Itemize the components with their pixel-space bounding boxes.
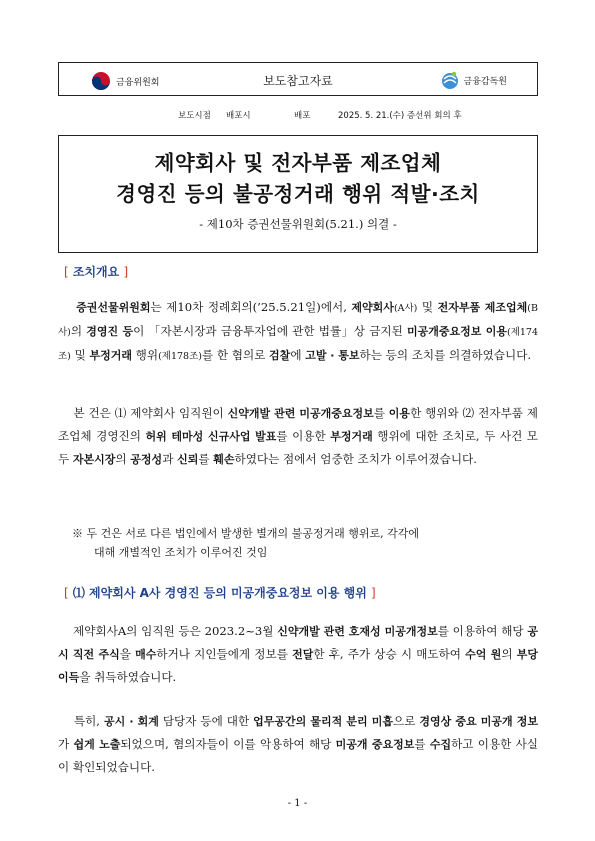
left-org-name: 금융위원회: [116, 77, 160, 88]
section-label: ⑴ 제약회사 A사 경영진 등의 미공개중요정보 이용 행위: [72, 586, 367, 600]
right-org-name: 금융감독원: [463, 76, 507, 87]
note-line-2: 대해 개별적인 조치가 이루어진 것임: [94, 546, 268, 559]
note-line-1: ※ 두 건은 서로 다른 법인에서 발생한 별개의 불공정거래 행위로, 각각에: [72, 527, 419, 540]
section-heading-summary: [ 조치개요 ]: [64, 265, 129, 279]
summary-paragraph-2: 본 건은 ⑴ 제약회사 임직원이 신약개발 관련 미공개중요정보를 이용한 행위와 ⑵ 전자부품 제조업체 경영진의 허위 테마성 신규사업 발표를 이용한 부정거래 행위에 대한 조치로, 두 사건 모두 자본시장의 공정성과 신뢰를 훼손하였다는 점에서 엄중한 조치가 이루어졌습니다.: [58, 406, 539, 466]
distribution-value: 2025. 5. 21.(수) 증선위 회의 후: [338, 111, 462, 121]
summary-paragraph-1: 증권선물위원회는 제10차 정례회의(’25.5.21일)에서, 제약회사(A사) 및 전자부품 제조업체(B사)의 경영진 등이 「자본시장과 금융투자업에 관한 법률」상 금지된 미공개중요정보 이용(제174조) 및 부정거래 행위(제178조)를 한 혐의로 검찰에 고발 · 통보하는 등의 조치를 의결하였습니다.: [58, 300, 539, 362]
release-meta: [178, 109, 555, 121]
press-header: [58, 62, 538, 96]
fss-logo: [440, 69, 507, 91]
headline-box: [58, 135, 538, 253]
headline-line-2: 경영진 등의 불공정거래 행위 적발·조치: [116, 182, 480, 206]
release-time-value: 배포시: [226, 111, 251, 121]
page-number: - 1 -: [287, 798, 308, 809]
headline-subtitle: - 제10차 증권선물위원회(5.21.) 의결 -: [199, 217, 397, 231]
section-heading-case-1: [ ⑴ 제약회사 A사 경영진 등의 미공개중요정보 이용 행위 ]: [64, 586, 376, 600]
case-1-paragraph-2: 특히, 공시 · 회계 담당자 등에 대한 업무공간의 물리적 분리 미흡으로 경영상 중요 미공개 정보가 쉽게 노출되었으며, 혐의자들이 이를 악용하여 해당 미공개 중요정보를 수집하고 이용한 사실이 확인되었습니다.: [58, 714, 538, 774]
case-1-paragraph-1: 제약회사A의 임직원 등은 2023.2~3월 신약개발 관련 호재성 미공개정보를 이용하여 해당 공시 직전 주식을 매수하거나 지인들에게 정보를 전달한 후, 주가 상승 시 매도하여 수억 원의 부당이득을 취득하였습니다.: [58, 624, 538, 684]
distribution-label: 배포: [294, 111, 311, 121]
section-label: 조치개요: [72, 265, 120, 279]
note-remark: [72, 524, 538, 562]
release-time-label: 보도시점: [178, 111, 211, 121]
globe-icon: [440, 69, 460, 91]
headline-line-1: 제약회사 및 전자부품 제조업체: [154, 151, 442, 175]
press-type-title: 보도참고자료: [263, 74, 333, 88]
